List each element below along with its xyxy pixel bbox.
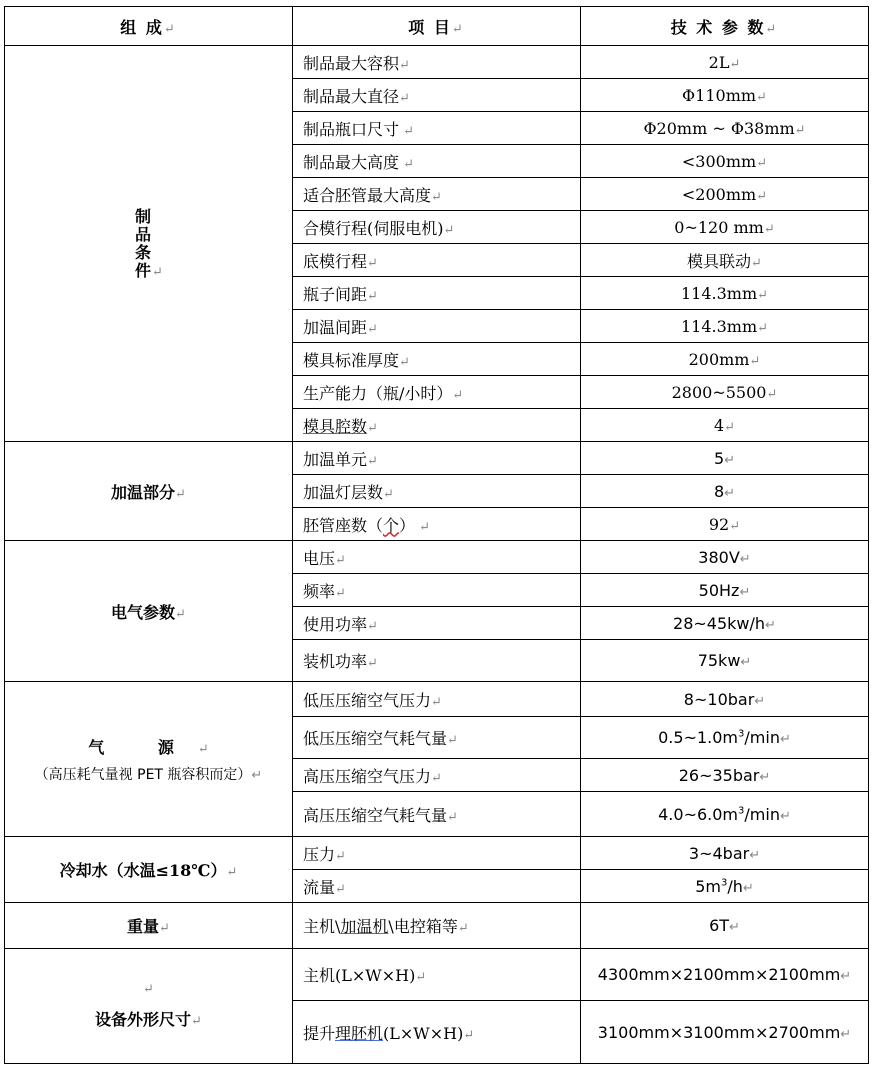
value-cell: 200mm↵ <box>581 343 869 376</box>
group-size: ↵ 设备外形尺寸↵ <box>5 949 293 1064</box>
item-cell: 压力↵ <box>293 837 581 870</box>
group-product: 制品条件↵ <box>5 46 293 442</box>
value-cell: 2L↵ <box>581 46 869 79</box>
item-cell: 高压压缩空气压力↵ <box>293 759 581 792</box>
header-item: 项 目↵ <box>293 7 581 46</box>
value-cell: 模具联动↵ <box>581 244 869 277</box>
item-cell: 低压压缩空气耗气量↵ <box>293 717 581 759</box>
item-cell: 制品最大容积↵ <box>293 46 581 79</box>
item-cell: 生产能力（瓶/小时）↵ <box>293 376 581 409</box>
value-cell: $5m^3/h↵$ <box>581 870 869 903</box>
value-cell: 4300mm×2100mm×2100mm↵ <box>581 949 869 1001</box>
item-cell: 胚管座数（个） ↵ <box>293 508 581 541</box>
group-weight: 重量↵ <box>5 903 293 949</box>
value-cell: 2800~5500↵ <box>581 376 869 409</box>
value-cell: 28~45kw/h↵ <box>581 607 869 640</box>
value-cell: 3~4bar↵ <box>581 837 869 870</box>
item-cell: 瓶子间距↵ <box>293 277 581 310</box>
item-cell: 低压压缩空气压力↵ <box>293 682 581 717</box>
item-cell: 制品最大直径↵ <box>293 79 581 112</box>
value-cell: 114.3mm↵ <box>581 310 869 343</box>
item-cell: 主机\加温机\电控箱等↵ <box>293 903 581 949</box>
value-cell: 5↵ <box>581 442 869 475</box>
value-cell: 6T↵ <box>581 903 869 949</box>
table-row <box>5 903 869 949</box>
group-heating: 加温部分↵ <box>5 442 293 541</box>
item-cell: 提升理胚机(L×W×H)↵ <box>293 1001 581 1064</box>
value-cell: 3100mm×3100mm×2700mm↵ <box>581 1001 869 1064</box>
value-cell: 380V↵ <box>581 541 869 574</box>
table-row <box>5 682 869 717</box>
item-cell: 频率↵ <box>293 574 581 607</box>
item-cell: 制品最大高度 ↵ <box>293 145 581 178</box>
item-cell: 电压↵ <box>293 541 581 574</box>
value-cell: 75kw↵ <box>581 640 869 682</box>
item-cell: 流量↵ <box>293 870 581 903</box>
table-row <box>5 442 869 475</box>
value-cell: 26~35bar↵ <box>581 759 869 792</box>
item-cell: 制品瓶口尺寸 ↵ <box>293 112 581 145</box>
item-cell: 合模行程(伺服电机)↵ <box>293 211 581 244</box>
table-row <box>5 949 869 1001</box>
group-cooling: 冷却水（水温≤18℃）↵ <box>5 837 293 903</box>
value-cell: 4↵ <box>581 409 869 442</box>
item-cell: 底模行程↵ <box>293 244 581 277</box>
header-spec: 技 术 参 数↵ <box>581 7 869 46</box>
item-cell: 加温灯层数↵ <box>293 475 581 508</box>
group-air: 气 源↵ （高压耗气量视 PET 瓶容积而定）↵ <box>5 682 293 837</box>
value-cell: $0.5\sim 1.0m^3/\min↵$ <box>581 717 869 759</box>
item-cell: 加温间距↵ <box>293 310 581 343</box>
item-cell: 装机功率↵ <box>293 640 581 682</box>
value-cell: 8~10bar↵ <box>581 682 869 717</box>
item-cell: 高压压缩空气耗气量↵ <box>293 792 581 837</box>
value-cell: 50Hz↵ <box>581 574 869 607</box>
value-cell: $4.0\sim 6.0m^3/\min↵$ <box>581 792 869 837</box>
value-cell: 0~120 mm↵ <box>581 211 869 244</box>
spec-table <box>4 6 869 1064</box>
item-cell: 适合胚管最大高度↵ <box>293 178 581 211</box>
item-cell: 加温单元↵ <box>293 442 581 475</box>
value-cell: <200mm↵ <box>581 178 869 211</box>
value-cell: 92↵ <box>581 508 869 541</box>
table-row <box>5 46 869 79</box>
value-cell: <300mm↵ <box>581 145 869 178</box>
item-cell: 模具腔数↵ <box>293 409 581 442</box>
table-row <box>5 541 869 574</box>
header-composition: 组 成↵ <box>5 7 293 46</box>
header-row <box>5 7 869 46</box>
item-cell: 使用功率↵ <box>293 607 581 640</box>
table-row <box>5 837 869 870</box>
item-cell: 主机(L×W×H)↵ <box>293 949 581 1001</box>
value-cell: Φ20mm ~ Φ38mm↵ <box>581 112 869 145</box>
group-electric: 电气参数↵ <box>5 541 293 682</box>
value-cell: Φ110mm↵ <box>581 79 869 112</box>
value-cell: 8↵ <box>581 475 869 508</box>
value-cell: 114.3mm↵ <box>581 277 869 310</box>
item-cell: 模具标准厚度↵ <box>293 343 581 376</box>
